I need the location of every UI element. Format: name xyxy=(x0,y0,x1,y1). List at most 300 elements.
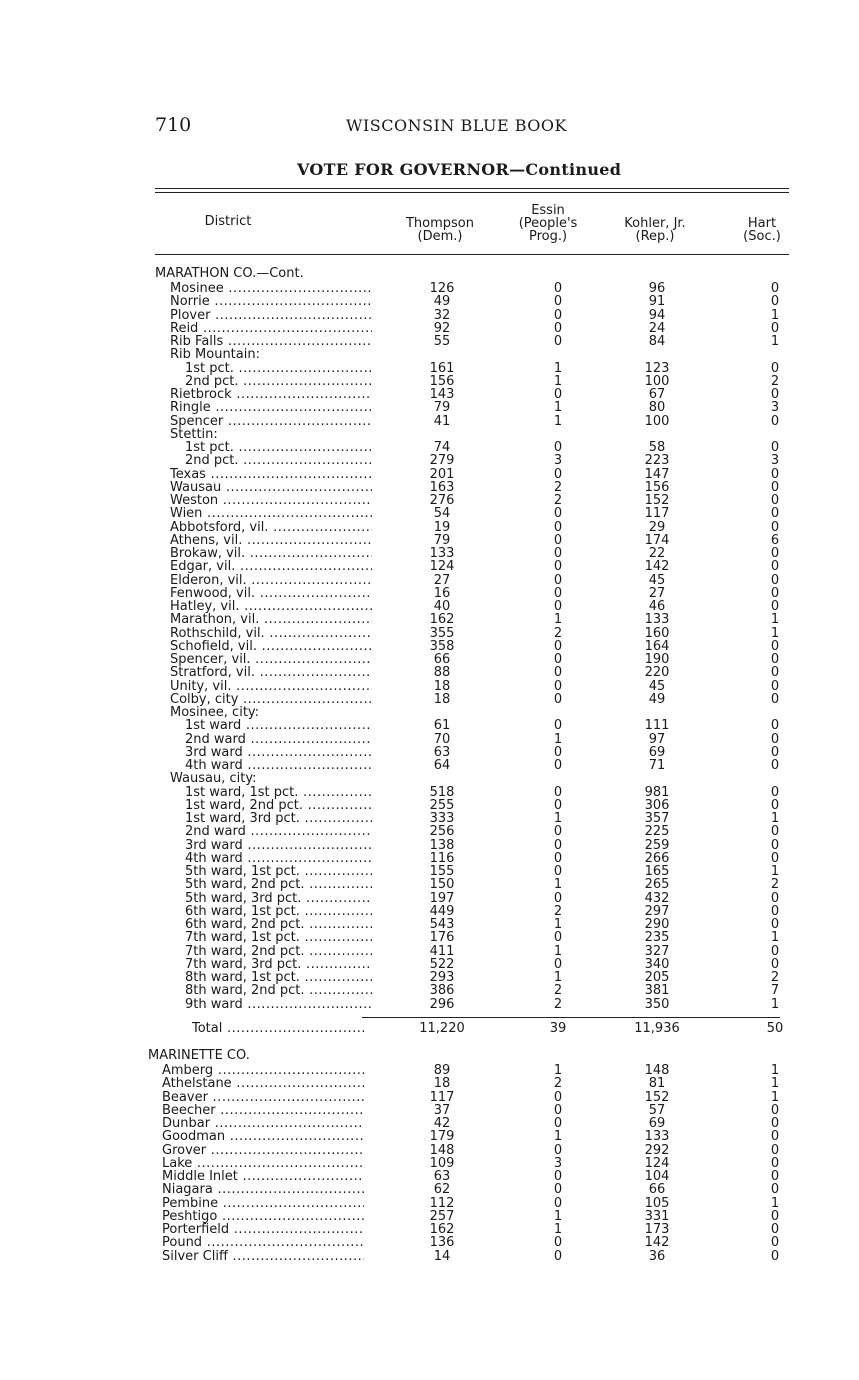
district-name: 2nd pct. ..... xyxy=(185,375,372,388)
district-name: Marathon, vil. ..... xyxy=(170,613,372,626)
district-name: Plover ..... xyxy=(170,309,372,322)
votes-thompson: 279 xyxy=(429,453,455,469)
votes-hart: 0 xyxy=(770,479,780,495)
votes-thompson: 163 xyxy=(429,479,455,495)
table-row xyxy=(0,613,859,626)
table-row xyxy=(0,772,859,785)
district-name: Norrie ..... xyxy=(170,295,372,308)
votes-thompson: 109 xyxy=(429,1155,455,1171)
district-name: Stratford, vil. ..... xyxy=(170,666,372,679)
total-label: Total ..... xyxy=(192,1022,364,1035)
district-name: 2nd pct. ..... xyxy=(185,454,372,467)
table-row xyxy=(0,468,859,481)
district-name: Abbotsford, vil. ..... xyxy=(170,521,372,534)
table-row xyxy=(0,507,859,520)
votes-thompson: 411 xyxy=(429,943,455,959)
votes-kohler: 259 xyxy=(644,837,670,853)
district-name: Beaver ..... xyxy=(162,1091,364,1104)
district-name: Wien ..... xyxy=(170,507,372,520)
votes-hart: 0 xyxy=(770,1142,780,1158)
table-row xyxy=(0,1210,859,1223)
table-row xyxy=(0,1223,859,1236)
votes-kohler: 142 xyxy=(644,559,670,575)
table-row xyxy=(0,574,859,587)
votes-thompson: 333 xyxy=(429,811,455,826)
votes-thompson: 55 xyxy=(433,334,451,349)
votes-kohler: 152 xyxy=(644,493,670,508)
votes-essin: 0 xyxy=(553,1248,563,1264)
votes-essin: 2 xyxy=(553,479,563,495)
votes-essin: 0 xyxy=(553,320,563,336)
table-row xyxy=(0,958,859,971)
votes-essin: 1 xyxy=(553,400,563,416)
votes-essin: 1 xyxy=(553,1222,563,1237)
running-head: WISCONSIN BLUE BOOK xyxy=(346,116,567,135)
section-heading-marinette: MARINETTE CO. xyxy=(148,1048,250,1063)
district-name: Rothschild, vil. ..... xyxy=(170,627,372,640)
votes-kohler: 111 xyxy=(644,718,670,734)
district-name: Athelstane ..... xyxy=(162,1077,364,1090)
header-kohler-party: (Rep.) xyxy=(635,229,675,244)
votes-thompson: 14 xyxy=(433,1248,451,1264)
district-name: 1st pct. ..... xyxy=(185,441,372,454)
district-name: Mosinee, city: xyxy=(170,705,260,720)
votes-essin: 0 xyxy=(553,930,563,946)
votes-thompson: 543 xyxy=(429,917,455,932)
district-name: 3rd ward ..... xyxy=(185,839,372,852)
votes-essin: 0 xyxy=(553,294,563,310)
table-row xyxy=(0,547,859,560)
votes-hart: 0 xyxy=(770,1169,780,1184)
votes-thompson: 179 xyxy=(429,1129,455,1145)
table-row xyxy=(0,945,859,958)
votes-kohler: 105 xyxy=(644,1195,670,1211)
votes-thompson: 293 xyxy=(429,970,455,985)
table-row xyxy=(0,1197,859,1210)
district-name: 4th ward ..... xyxy=(185,852,372,865)
district-name: 5th ward, 3rd pct. ..... xyxy=(185,892,372,905)
votes-thompson: 296 xyxy=(429,996,455,1012)
header-rule xyxy=(155,254,789,255)
district-name: Peshtigo ..... xyxy=(162,1210,364,1223)
votes-thompson: 92 xyxy=(433,320,451,336)
votes-hart: 0 xyxy=(770,1129,780,1145)
votes-essin: 3 xyxy=(553,453,563,469)
votes-kohler: 133 xyxy=(644,612,670,628)
table-row xyxy=(0,852,859,865)
votes-kohler: 265 xyxy=(644,877,670,893)
district-name: Spencer, vil. ..... xyxy=(170,653,372,666)
total-row xyxy=(0,1022,859,1035)
votes-hart: 6 xyxy=(770,532,780,548)
votes-thompson: 156 xyxy=(429,373,455,389)
district-name: Stettin: xyxy=(170,426,218,442)
table-row xyxy=(0,1104,859,1117)
votes-kohler: 357 xyxy=(644,811,670,826)
votes-hart: 0 xyxy=(770,917,780,932)
votes-thompson: 79 xyxy=(433,400,451,416)
votes-thompson: 61 xyxy=(433,718,451,734)
votes-hart: 0 xyxy=(770,1222,780,1237)
votes-hart: 1 xyxy=(770,1063,780,1078)
votes-thompson: 449 xyxy=(429,903,455,919)
votes-essin: 1 xyxy=(553,373,563,389)
votes-thompson: 70 xyxy=(433,731,451,747)
votes-kohler: 124 xyxy=(644,1155,670,1171)
votes-hart: 0 xyxy=(770,678,780,694)
votes-kohler: 69 xyxy=(648,744,666,760)
votes-hart: 0 xyxy=(770,599,780,614)
total-thompson: 11,220 xyxy=(419,1021,465,1036)
votes-hart: 1 xyxy=(770,307,780,323)
votes-thompson: 150 xyxy=(429,877,455,893)
votes-essin: 0 xyxy=(553,1195,563,1211)
votes-kohler: 225 xyxy=(644,824,670,840)
votes-hart: 0 xyxy=(770,1102,780,1118)
votes-kohler: 331 xyxy=(644,1208,670,1224)
votes-thompson: 18 xyxy=(433,691,451,707)
table-row xyxy=(0,1250,859,1263)
votes-kohler: 190 xyxy=(644,652,670,667)
votes-thompson: 27 xyxy=(433,572,451,588)
district-name: Reid ..... xyxy=(170,322,372,335)
table-row xyxy=(0,295,859,308)
votes-essin: 0 xyxy=(553,559,563,575)
votes-hart: 0 xyxy=(770,585,780,601)
votes-essin: 1 xyxy=(553,970,563,985)
district-name: 1st pct. ..... xyxy=(185,362,372,375)
votes-kohler: 133 xyxy=(644,1129,670,1145)
district-name: 9th ward ..... xyxy=(185,998,372,1011)
votes-thompson: 518 xyxy=(429,784,455,800)
table-row xyxy=(0,600,859,613)
votes-hart: 1 xyxy=(770,1089,780,1105)
district-name: 3rd ward ..... xyxy=(185,746,372,759)
votes-thompson: 112 xyxy=(429,1195,455,1211)
votes-kohler: 148 xyxy=(644,1063,670,1078)
district-name: 8th ward, 1st pct. ..... xyxy=(185,971,372,984)
district-name: Pembine ..... xyxy=(162,1197,364,1210)
district-name: Brokaw, vil. ..... xyxy=(170,547,372,560)
votes-hart: 1 xyxy=(770,996,780,1012)
table-row xyxy=(0,415,859,428)
votes-kohler: 220 xyxy=(644,665,670,681)
votes-essin: 0 xyxy=(553,519,563,535)
votes-kohler: 173 xyxy=(644,1222,670,1237)
district-name: 7th ward, 3rd pct. ..... xyxy=(185,958,372,971)
votes-kohler: 142 xyxy=(644,1235,670,1251)
votes-thompson: 117 xyxy=(429,1089,455,1105)
votes-thompson: 386 xyxy=(429,983,455,999)
table-title: VOTE FOR GOVERNOR—Continued xyxy=(297,160,622,179)
table-row xyxy=(0,905,859,918)
votes-kohler: 57 xyxy=(648,1102,666,1118)
votes-kohler: 223 xyxy=(644,453,670,469)
header-essin xyxy=(508,204,588,243)
district-name: Ringle ..... xyxy=(170,401,372,414)
votes-kohler: 24 xyxy=(648,320,666,336)
table-row xyxy=(0,878,859,891)
votes-essin: 0 xyxy=(553,837,563,853)
votes-kohler: 290 xyxy=(644,917,670,932)
district-name: Edgar, vil. ..... xyxy=(170,560,372,573)
votes-hart: 0 xyxy=(770,546,780,561)
district-name: Middle Inlet ..... xyxy=(162,1170,364,1183)
votes-essin: 1 xyxy=(553,1063,563,1078)
votes-hart: 0 xyxy=(770,784,780,800)
votes-thompson: 155 xyxy=(429,864,455,879)
votes-hart: 0 xyxy=(770,559,780,575)
table-row xyxy=(0,666,859,679)
votes-thompson: 148 xyxy=(429,1142,455,1158)
table-row xyxy=(0,282,859,295)
district-name: Wausau ..... xyxy=(170,481,372,494)
votes-essin: 0 xyxy=(553,1102,563,1118)
district-name: Rib Mountain: xyxy=(170,347,260,363)
votes-essin: 1 xyxy=(553,943,563,959)
table-row xyxy=(0,733,859,746)
votes-kohler: 306 xyxy=(644,797,670,813)
votes-hart: 0 xyxy=(770,758,780,773)
votes-essin: 0 xyxy=(553,1235,563,1251)
table-row xyxy=(0,388,859,401)
votes-essin: 1 xyxy=(553,811,563,826)
votes-essin: 1 xyxy=(553,413,563,429)
votes-kohler: 27 xyxy=(648,585,666,601)
district-name: Colby, city ..... xyxy=(170,693,372,706)
votes-thompson: 89 xyxy=(433,1063,451,1078)
votes-kohler: 91 xyxy=(648,294,666,310)
votes-thompson: 18 xyxy=(433,678,451,694)
votes-hart: 0 xyxy=(770,665,780,681)
district-name: 1st ward, 2nd pct. ..... xyxy=(185,799,372,812)
votes-kohler: 84 xyxy=(648,334,666,349)
table-row xyxy=(0,693,859,706)
votes-hart: 0 xyxy=(770,638,780,654)
votes-hart: 0 xyxy=(770,294,780,310)
votes-thompson: 79 xyxy=(433,532,451,548)
table-row xyxy=(0,971,859,984)
table-row xyxy=(0,918,859,931)
header-essin-name: Essin xyxy=(531,203,565,218)
table-row xyxy=(0,1077,859,1090)
table-row xyxy=(0,322,859,335)
votes-essin: 0 xyxy=(553,678,563,694)
table-row xyxy=(0,441,859,454)
votes-essin: 0 xyxy=(553,784,563,800)
table-row xyxy=(0,839,859,852)
header-kohler-name: Kohler, Jr. xyxy=(624,216,686,231)
votes-kohler: 29 xyxy=(648,519,666,535)
votes-kohler: 152 xyxy=(644,1089,670,1105)
votes-kohler: 432 xyxy=(644,890,670,906)
table-row xyxy=(0,1170,859,1183)
table-row xyxy=(0,587,859,600)
votes-essin: 0 xyxy=(553,718,563,734)
votes-thompson: 358 xyxy=(429,638,455,654)
total-essin: 39 xyxy=(549,1021,567,1036)
votes-hart: 0 xyxy=(770,850,780,866)
table-row xyxy=(0,375,859,388)
district-name: 2nd ward ..... xyxy=(185,825,372,838)
votes-hart: 1 xyxy=(770,930,780,946)
district-name: 7th ward, 1st pct. ..... xyxy=(185,931,372,944)
district-name: 7th ward, 2nd pct. ..... xyxy=(185,945,372,958)
table-row xyxy=(0,428,859,441)
table-row xyxy=(0,640,859,653)
votes-thompson: 66 xyxy=(433,652,451,667)
votes-kohler: 156 xyxy=(644,479,670,495)
district-name: Silver Cliff ..... xyxy=(162,1250,364,1263)
district-name: Lake ..... xyxy=(162,1157,364,1170)
votes-essin: 0 xyxy=(553,466,563,482)
table-row xyxy=(0,348,859,361)
votes-essin: 0 xyxy=(553,572,563,588)
district-name: Beecher ..... xyxy=(162,1104,364,1117)
table-row xyxy=(0,892,859,905)
votes-thompson: 124 xyxy=(429,559,455,575)
header-thompson xyxy=(395,217,485,243)
table-row xyxy=(0,1117,859,1130)
table-row xyxy=(0,653,859,666)
votes-hart: 0 xyxy=(770,890,780,906)
table-row xyxy=(0,706,859,719)
table-row xyxy=(0,1130,859,1143)
votes-kohler: 71 xyxy=(648,758,666,773)
votes-hart: 0 xyxy=(770,797,780,813)
votes-thompson: 18 xyxy=(433,1076,451,1092)
votes-essin: 0 xyxy=(553,281,563,296)
top-rule xyxy=(155,188,789,189)
votes-essin: 0 xyxy=(553,334,563,349)
votes-essin: 0 xyxy=(553,1182,563,1198)
table-row xyxy=(0,1144,859,1157)
votes-thompson: 133 xyxy=(429,546,455,561)
votes-kohler: 45 xyxy=(648,678,666,694)
votes-hart: 0 xyxy=(770,519,780,535)
district-name: Niagara ..... xyxy=(162,1183,364,1196)
votes-kohler: 292 xyxy=(644,1142,670,1158)
district-name: Weston ..... xyxy=(170,494,372,507)
votes-thompson: 54 xyxy=(433,506,451,522)
votes-hart: 0 xyxy=(770,413,780,429)
votes-essin: 0 xyxy=(553,599,563,614)
votes-hart: 0 xyxy=(770,281,780,296)
votes-hart: 0 xyxy=(770,440,780,455)
votes-essin: 0 xyxy=(553,824,563,840)
votes-thompson: 41 xyxy=(433,413,451,429)
votes-kohler: 205 xyxy=(644,970,670,985)
table-row xyxy=(0,1236,859,1249)
district-name: 5th ward, 1st pct. ..... xyxy=(185,865,372,878)
votes-hart: 0 xyxy=(770,1155,780,1171)
votes-kohler: 123 xyxy=(644,360,670,376)
table-row xyxy=(0,1183,859,1196)
table-row xyxy=(0,401,859,414)
votes-thompson: 162 xyxy=(429,1222,455,1237)
total-kohler: 11,936 xyxy=(634,1021,680,1036)
total-hart: 50 xyxy=(766,1021,784,1036)
votes-thompson: 162 xyxy=(429,612,455,628)
district-name: Goodman ..... xyxy=(162,1130,364,1143)
votes-hart: 0 xyxy=(770,1248,780,1264)
votes-essin: 0 xyxy=(553,890,563,906)
table-row xyxy=(0,560,859,573)
votes-kohler: 45 xyxy=(648,572,666,588)
table-row xyxy=(0,865,859,878)
votes-thompson: 136 xyxy=(429,1235,455,1251)
votes-hart: 3 xyxy=(770,453,780,469)
table-row xyxy=(0,335,859,348)
votes-hart: 3 xyxy=(770,400,780,416)
header-essin-party-2: Prog.) xyxy=(528,229,568,244)
table-row xyxy=(0,362,859,375)
table-row xyxy=(0,521,859,534)
votes-thompson: 16 xyxy=(433,585,451,601)
district-name: Pound ..... xyxy=(162,1236,364,1249)
header-essin-party-1: (People's xyxy=(518,216,578,231)
district-name: Amberg ..... xyxy=(162,1064,364,1077)
votes-thompson: 88 xyxy=(433,665,451,681)
table-row xyxy=(0,481,859,494)
votes-thompson: 143 xyxy=(429,387,455,402)
votes-essin: 2 xyxy=(553,983,563,999)
votes-hart: 2 xyxy=(770,373,780,389)
section-heading-marathon: MARATHON CO.—Cont. xyxy=(155,266,304,281)
table-row xyxy=(0,494,859,507)
votes-kohler: 94 xyxy=(648,307,666,323)
votes-essin: 0 xyxy=(553,744,563,760)
votes-kohler: 100 xyxy=(644,413,670,429)
votes-hart: 0 xyxy=(770,943,780,959)
district-name: 1st ward ..... xyxy=(185,719,372,732)
table-row xyxy=(0,786,859,799)
district-name: 6th ward, 2nd pct. ..... xyxy=(185,918,372,931)
votes-kohler: 81 xyxy=(648,1076,666,1092)
votes-essin: 1 xyxy=(553,360,563,376)
table-row xyxy=(0,627,859,640)
district-name: 1st ward, 3rd pct. ..... xyxy=(185,812,372,825)
votes-hart: 0 xyxy=(770,1208,780,1224)
votes-hart: 1 xyxy=(770,625,780,641)
votes-essin: 1 xyxy=(553,731,563,747)
header-hart-party: (Soc.) xyxy=(743,229,781,244)
district-name: Schofield, vil. ..... xyxy=(170,640,372,653)
votes-kohler: 46 xyxy=(648,599,666,614)
district-name: Grover ..... xyxy=(162,1144,364,1157)
votes-essin: 0 xyxy=(553,665,563,681)
votes-kohler: 80 xyxy=(648,400,666,416)
votes-hart: 0 xyxy=(770,718,780,734)
votes-kohler: 117 xyxy=(644,506,670,522)
table-row xyxy=(0,998,859,1011)
votes-essin: 0 xyxy=(553,864,563,879)
votes-hart: 0 xyxy=(770,1182,780,1198)
votes-hart: 0 xyxy=(770,652,780,667)
table-row xyxy=(0,1064,859,1077)
votes-thompson: 256 xyxy=(429,824,455,840)
votes-hart: 0 xyxy=(770,824,780,840)
votes-kohler: 381 xyxy=(644,983,670,999)
votes-thompson: 64 xyxy=(433,758,451,773)
votes-hart: 0 xyxy=(770,466,780,482)
votes-kohler: 174 xyxy=(644,532,670,548)
votes-hart: 1 xyxy=(770,334,780,349)
district-name: Porterfield ..... xyxy=(162,1223,364,1236)
votes-essin: 0 xyxy=(553,546,563,561)
votes-kohler: 327 xyxy=(644,943,670,959)
votes-kohler: 69 xyxy=(648,1116,666,1131)
